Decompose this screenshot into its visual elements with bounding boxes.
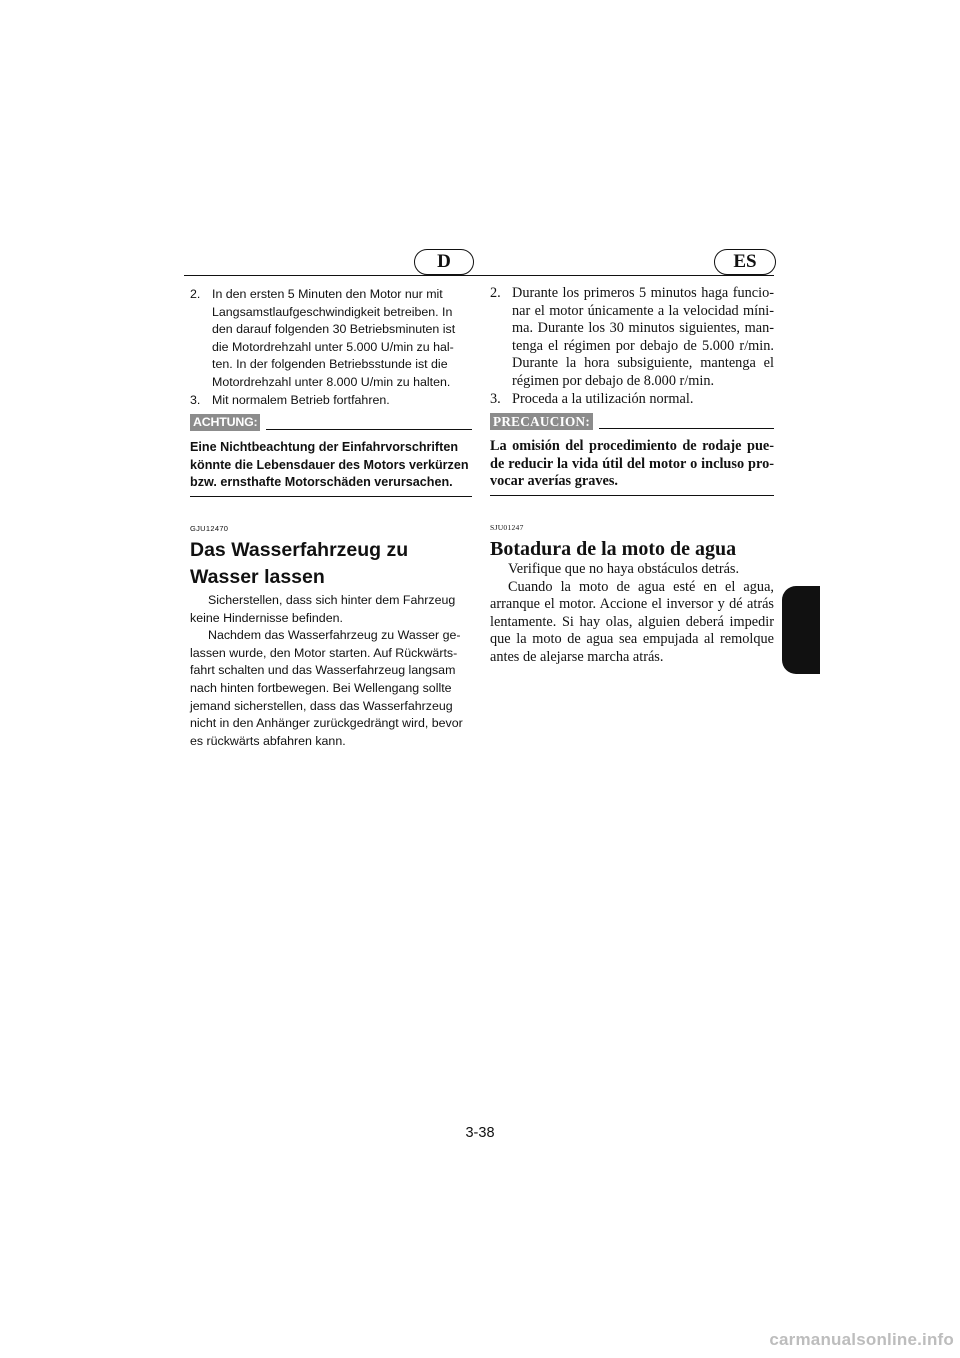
german-step-3 — [190, 392, 472, 410]
step-text: Durante los primeros 5 minutos haga funcio- nar el motor únicamente a la velocidad míni- ma. Durante los 30 minutos siguientes, man- tenga el régimen por debajo de 5.000 r/min. Durante la hora subsiguiente, mantenga el régimen por debajo de 8.000 r/min. — [512, 285, 774, 389]
step-number: 3. — [190, 392, 201, 407]
paragraph: Nachdem das Wasserfahrzeug zu Wasser ge- lassen wurde, den Motor starten. Auf Rückwärts- fahrt schalten und das Wasserfahrzeug langsam nach hinten fortbewegen. Bei Wellengang sollte jemand sicherstellen, dass das Wasserfahrzeug nicht in den Anhänger zurückgedrängt wird, bevor es rückwärts abfahren kann. — [190, 628, 463, 748]
step-number: 3. — [490, 390, 501, 407]
german-step-2 — [190, 286, 472, 392]
chapter-thumb-tab — [782, 586, 820, 674]
paragraph: Sicherstellen, dass sich hinter dem Fahrzeug keine Hindernisse befinden. — [190, 592, 456, 625]
warning-rule — [266, 429, 472, 430]
german-warning-header — [190, 414, 472, 431]
section-title: Das Wasserfahrzeug zu Wasser lassen — [190, 538, 409, 588]
step-text: Mit normalem Betrieb fortfahren. — [212, 392, 390, 407]
warning-label: PRECAUCION: — [490, 413, 593, 430]
step-text: In den ersten 5 Minuten den Motor nur mit Langsamstlaufgeschwindigkeit betreiben. In den darauf folgenden 30 Betriebsminuten ist die Motordrehzahl unter 5.000 U/min zu hal- ten. In der folgenden Betriebsstunde ist die Motordrehzahl unter 8.000 U/min zu halten. — [212, 287, 456, 389]
section-title: Botadura de la moto de agua — [490, 537, 737, 560]
section-code: GJU12470 — [190, 523, 229, 533]
paragraph: Cuando la moto de agua esté en el agua, arranque el motor. Accione el inversor y dé atrás lentamente. Si hay olas, alguien deberá impedir que la moto de agua sea empujada al remolque antes de alejarse marcha atrás. — [490, 578, 774, 665]
german-warning-text: Eine Nichtbeachtung der Einfahrvorschriften könnte die Lebensdauer des Motors verkürzen bzw. ernsthafte Motorschäden verursachen. — [190, 439, 472, 497]
spanish-step-2 — [490, 285, 774, 391]
paragraph: Verifique que no haya obstáculos detrás. — [508, 560, 740, 577]
page-number: 3-38 — [465, 1125, 495, 1141]
header-rule — [184, 275, 774, 276]
step-number: 2. — [190, 287, 201, 301]
spanish-warning-text: La omisión del procedimiento de rodaje pue- de reducir la vida útil del motor o incluso pro- vocar averías graves. — [490, 438, 774, 496]
language-badge-spanish: ES — [714, 249, 776, 275]
step-number: 2. — [490, 285, 501, 301]
warning-label: ACHTUNG: — [190, 414, 260, 431]
spanish-step-3 — [490, 391, 774, 409]
section-code: SJU01247 — [490, 522, 524, 532]
step-text: Proceda a la utilización normal. — [512, 390, 694, 407]
spanish-warning-header — [490, 413, 774, 430]
german-column — [190, 286, 472, 750]
watermark: carmanualsonline.info — [769, 1330, 954, 1349]
language-badge-german: D — [414, 249, 474, 275]
spanish-column — [490, 285, 774, 667]
warning-rule — [599, 428, 774, 429]
